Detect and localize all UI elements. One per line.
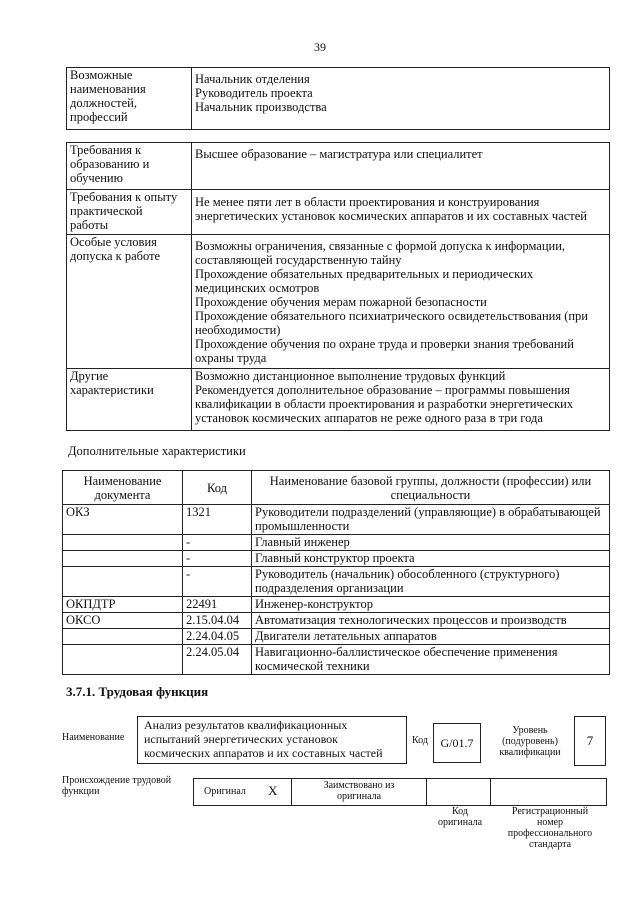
req-label-admission: Особые условия допуска к работе [67,235,192,369]
original-label: Оригинал [204,786,246,797]
cell-doc: ОКЗ [63,505,183,535]
header-name: Наименование базовой группы, должности (профессии) или специальности [252,471,610,505]
cell-code: - [183,551,252,567]
table-header-row [63,471,610,505]
table-row [63,535,610,551]
cell-name: Руководитель (начальник) обособленного (структурного) подразделения организации [252,567,610,597]
cell-code: 1321 [183,505,252,535]
cell-name: Двигатели летательных аппаратов [252,629,610,645]
positions-list [192,68,610,130]
header-code: Код [183,471,252,505]
cell-code: 2.15.04.04 [183,613,252,629]
table-row [63,551,610,567]
cell-doc [63,535,183,551]
req-label-education: Требования к образованию и обучению [67,143,192,190]
req-value-admission: Возможны ограничения, связанные с формой допуска к информации, составляющей государственную тайну Прохождение обязательных предварительных и периодических медицинских осмотров Прохождение обучения мерам пожарной безопасности Прохождение обязательного психиатрического освидетельствования (при необходимости) Прохождение обучения по охране труда и проверки знания требований охраны труда [192,235,610,369]
level-label: Уровень (подуровень) квалификации [499,725,561,758]
cell-name: Навигационно-баллистическое обеспечение применения космической техники [252,645,610,675]
cell-code: 2.24.04.05 [183,629,252,645]
borrowed-label: Заимствовано из оригинала [323,780,395,802]
cell-name: Инженер-конструктор [252,597,610,613]
cell-doc: ОКПДТР [63,597,183,613]
req-value-education: Высшее образование – магистратура или специалитет [192,143,610,190]
cell-name: Главный конструктор проекта [252,551,610,567]
header-doc: Наименование документа [63,471,183,505]
function-name-box: Анализ результатов квалификационных испытаний энергетических установок космических аппаратов и их составных частей [137,716,407,764]
table-row [63,613,610,629]
req-label-experience: Требования к опыту практической работы [67,190,192,235]
table-row [63,597,610,613]
table-row [63,645,610,675]
position-item: Руководитель проекта [195,86,313,100]
requirements-table [66,142,610,431]
additional-title: Дополнительные характеристики [68,444,246,458]
additional-table [62,470,610,675]
cell-doc [63,551,183,567]
table-row [63,567,610,597]
name-label: Наименование [62,732,125,743]
code-box: G/01.7 [433,723,481,763]
page-number: 39 [314,40,326,54]
level-box: 7 [574,716,606,766]
reg-number-label: Регистрационный номер профессионального стандарта [507,806,593,850]
cell-doc [63,567,183,597]
cell-name: Руководители подразделений (управляющие) в обрабатывающей промышленности [252,505,610,535]
cell-doc [63,645,183,675]
cell-code: 2.24.05.04 [183,645,252,675]
req-value-other: Возможно дистанционное выполнение трудовых функций Рекомендуется дополнительное образование – программы повышения квалификации в области проектирования и разработки энергетических установок космических аппаратов не реже одного раза в три года [192,369,610,431]
cell-code: - [183,567,252,597]
position-item: Начальник производства [195,100,327,114]
cell-doc [63,629,183,645]
positions-table [66,67,610,130]
positions-label: Возможные наименования должностей, профессий [67,68,192,130]
original-mark: X [268,783,278,798]
section-title: 3.7.1. Трудовая функция [66,684,209,699]
origin-label: Происхождение трудовой функции [62,775,172,797]
position-item: Начальник отделения [195,72,310,86]
cell-name: Главный инженер [252,535,610,551]
cell-code: - [183,535,252,551]
table-row [63,629,610,645]
cell-doc: ОКСО [63,613,183,629]
req-value-experience: Не менее пяти лет в области проектирования и конструирования энергетических установок космических аппаратов и их составных частей [192,190,610,235]
code-original-label: Код оригинала [437,806,483,828]
cell-name: Автоматизация технологических процессов и производств [252,613,610,629]
table-row [63,505,610,535]
req-label-other: Другие характеристики [67,369,192,431]
cell-code: 22491 [183,597,252,613]
code-label: Код [412,735,428,746]
origin-table [193,778,607,806]
